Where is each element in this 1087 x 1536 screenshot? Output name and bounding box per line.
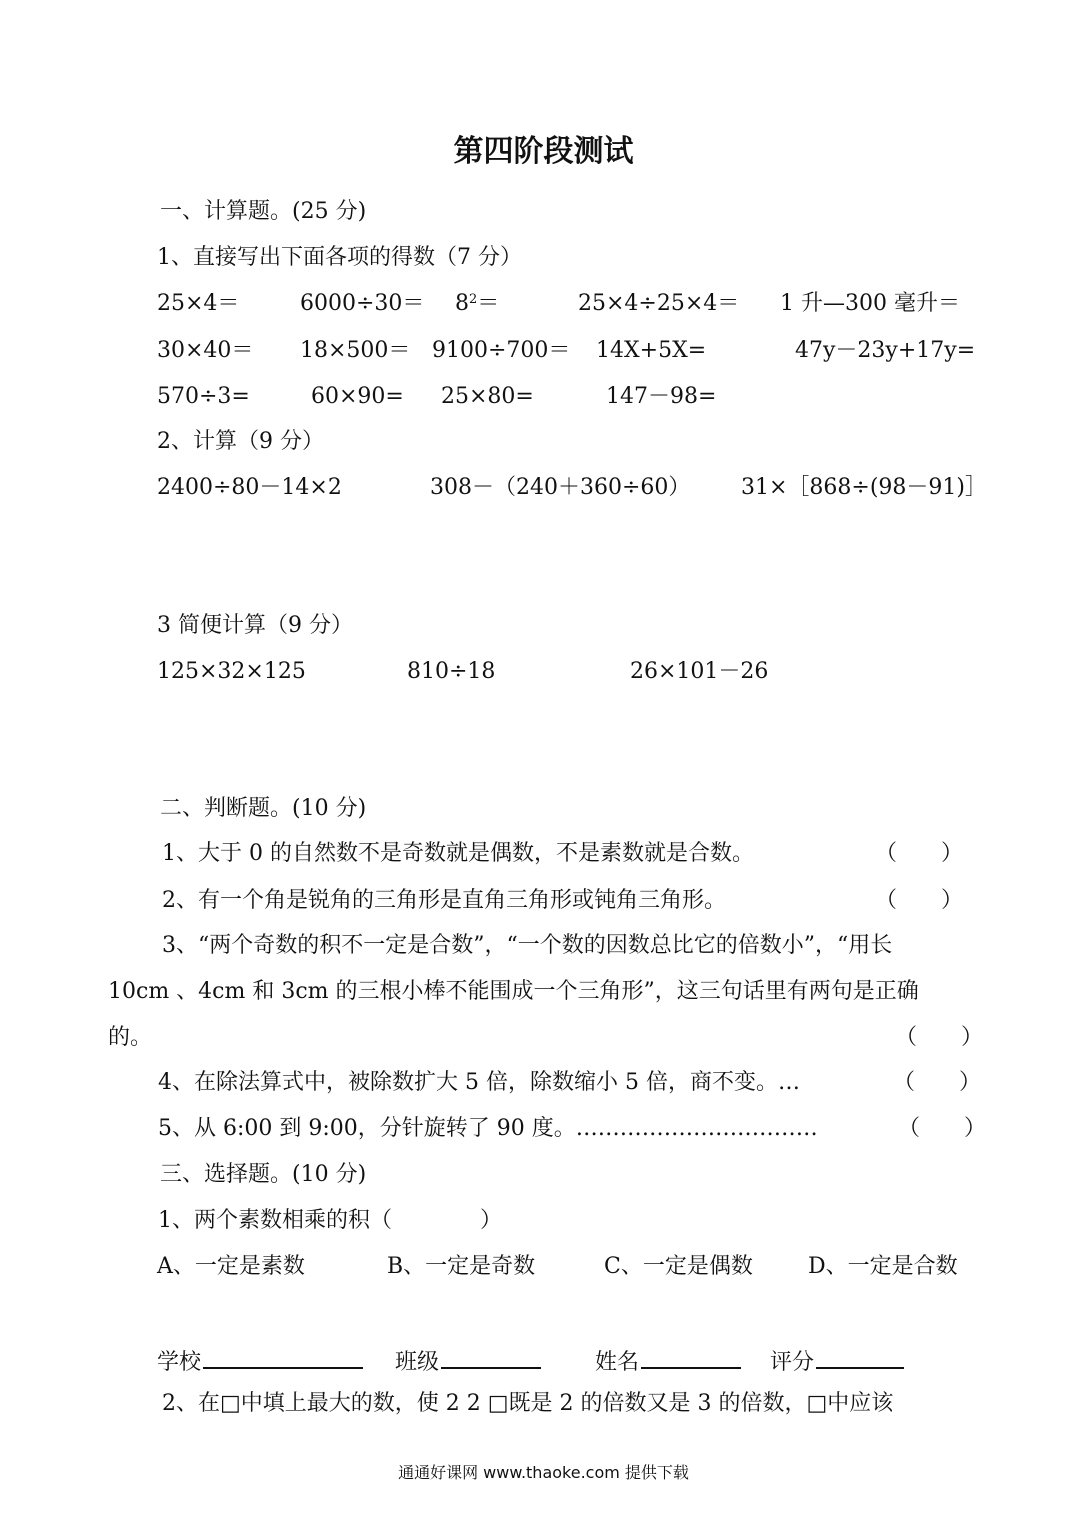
calc-expression: 26×101－26 <box>630 659 769 684</box>
calc-expression: 31×［868÷(98－91)］ <box>741 475 988 500</box>
answer-paren[interactable]: （ ） <box>895 1025 984 1050</box>
section1-heading: 一、计算题。(25 分) <box>160 199 367 224</box>
calc-item: 25×4＝ <box>157 291 240 316</box>
choice-option-d[interactable]: D、一定是合数 <box>808 1254 958 1279</box>
calc-item: 6000÷30＝ <box>300 291 425 316</box>
judge-item-continued: 的。 <box>108 1025 153 1050</box>
calc-item: 25×80= <box>441 384 534 409</box>
calc-expression: 125×32×125 <box>157 659 306 684</box>
school-blank[interactable] <box>203 1345 363 1369</box>
q3-heading: 3 简便计算（9 分） <box>157 613 353 638</box>
class-blank[interactable] <box>441 1345 541 1369</box>
score-label: 评分 <box>770 1350 815 1375</box>
calc-item: 570÷3= <box>157 384 250 409</box>
judge-item: 1、大于 0 的自然数不是奇数就是偶数，不是素数就是合数。 <box>162 841 754 866</box>
school-field[interactable] <box>157 1345 363 1377</box>
name-label: 姓名 <box>595 1350 640 1375</box>
q2-heading: 2、计算（9 分） <box>157 429 324 454</box>
calc-item: 47y－23y+17y= <box>795 338 976 363</box>
power-exponent: 2 <box>469 292 478 307</box>
judge-item: 3、“两个奇数的积不一定是合数”，“一个数的因数总比它的倍数小”，“用长 <box>162 933 893 958</box>
q1-heading: 1、直接写出下面各项的得数（7 分） <box>157 245 522 270</box>
calc-expression: 810÷18 <box>407 659 496 684</box>
answer-paren[interactable]: （ ） <box>893 1070 982 1095</box>
calc-expression: 308－（240＋360÷60） <box>430 475 691 500</box>
judge-item: 4、在除法算式中，被除数扩大 5 倍，除数缩小 5 倍，商不变。… <box>158 1070 800 1095</box>
choice-question: 1、两个素数相乘的积（ ） <box>158 1208 502 1233</box>
name-blank[interactable] <box>641 1345 741 1369</box>
section2-heading: 二、判断题。(10 分) <box>160 796 367 821</box>
page-title: 第四阶段测试 <box>453 134 634 169</box>
class-field[interactable] <box>395 1345 541 1377</box>
calc-item: 25×4÷25×4＝ <box>578 291 740 316</box>
score-blank[interactable] <box>816 1345 904 1369</box>
power-equals: ＝ <box>477 291 500 316</box>
calc-item: 60×90= <box>311 384 404 409</box>
calc-item-power <box>455 290 499 318</box>
choice-option-c[interactable]: C、一定是偶数 <box>604 1254 753 1279</box>
score-field[interactable] <box>770 1345 904 1377</box>
judge-item: 2、有一个角是锐角的三角形是直角三角形或钝角三角形。 <box>162 888 726 913</box>
calc-item: 14X+5X= <box>596 338 707 363</box>
footer-source: 通通好课网 www.thaoke.com 提供下载 <box>398 1463 689 1482</box>
judge-item: 5、从 6:00 到 9:00，分针旋转了 90 度。…………………………… <box>158 1116 818 1141</box>
section3-heading: 三、选择题。(10 分) <box>160 1162 367 1187</box>
calc-expression: 2400÷80－14×2 <box>157 475 342 500</box>
choice-option-b[interactable]: B、一定是奇数 <box>387 1254 536 1279</box>
name-field[interactable] <box>595 1345 741 1377</box>
choice-option-a[interactable]: A、一定是素数 <box>157 1254 305 1279</box>
school-label: 学校 <box>157 1350 202 1375</box>
answer-paren[interactable]: （ ） <box>898 1116 987 1141</box>
calc-item: 1 升—300 毫升＝ <box>780 291 960 316</box>
answer-paren[interactable]: （ ） <box>875 888 964 913</box>
calc-item: 30×40＝ <box>157 338 254 363</box>
answer-paren[interactable]: （ ） <box>875 841 964 866</box>
class-label: 班级 <box>395 1350 440 1375</box>
calc-item: 9100÷700＝ <box>432 338 571 363</box>
calc-item: 18×500＝ <box>300 338 411 363</box>
power-base: 8 <box>455 291 469 316</box>
choice-question: 2、在□中填上最大的数，使 2 2 □既是 2 的倍数又是 3 的倍数，□中应该 <box>162 1391 894 1416</box>
calc-item: 147－98= <box>606 384 717 409</box>
judge-item-continued: 10cm 、4cm 和 3cm 的三根小棒不能围成一个三角形”，这三句话里有两句是正确 <box>108 979 919 1004</box>
